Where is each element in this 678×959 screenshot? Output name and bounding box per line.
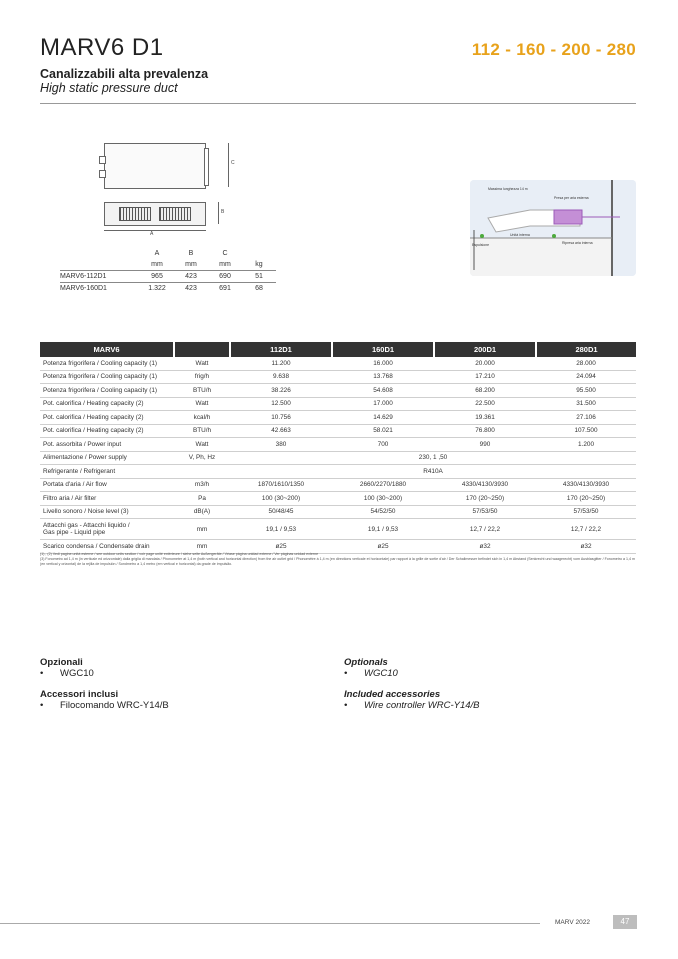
header-cell: C [222, 250, 228, 257]
table-row [40, 519, 636, 540]
footer-divider [0, 923, 540, 924]
value-cell: 423 [185, 273, 197, 280]
unit-cell: kcal/h [174, 411, 230, 425]
value-cell: 700 [332, 438, 434, 452]
bullet: • [40, 700, 44, 711]
installation-diagram [470, 180, 636, 276]
table-row [40, 465, 636, 479]
value-cell: 16.000 [332, 357, 434, 370]
table-row [40, 357, 636, 370]
row-label: Potenza frigorifera / Cooling capacity (1) [40, 370, 174, 384]
dimension-line-a [104, 230, 206, 231]
value-cell: 107.500 [536, 424, 636, 438]
value-cell: 27.106 [536, 411, 636, 425]
row-label: Refrigerante / Refrigerant [40, 465, 174, 479]
value-cell: ø25 [332, 540, 434, 554]
value-cell: ø32 [536, 540, 636, 554]
value-cell: 54/52/50 [332, 505, 434, 519]
row-label: Alimentazione / Power supply [40, 451, 174, 465]
table-row [40, 438, 636, 452]
unit-front-view-drawing [104, 202, 206, 226]
value-cell: 1870/1610/1350 [230, 478, 332, 492]
value-cell: 1.322 [148, 285, 166, 292]
header-cell [174, 342, 230, 357]
value-cell: 14.629 [332, 411, 434, 425]
dimensions-units-row [60, 259, 276, 271]
footnotes [40, 552, 636, 567]
unit-cell: Watt [174, 357, 230, 370]
value-cell: 19,1 / 9,53 [230, 519, 332, 540]
options-english [344, 657, 624, 711]
page-number: 47 [613, 915, 637, 929]
table-row [60, 283, 276, 295]
value-cell: ø25 [230, 540, 332, 554]
value-cell: 17.000 [332, 397, 434, 411]
value-cell: 38.226 [230, 384, 332, 398]
value-cell: 58.021 [332, 424, 434, 438]
bullet: • [40, 668, 44, 679]
dimension-line-c [228, 143, 229, 187]
footnote-1: (1) , (2) Vedi pagine unità esterne / see outdoor units section / voir page unité extérieure / siehe seite Außengeräte / Véase página unidad externe / Ver páginas unidad externe [40, 552, 319, 556]
value-cell: 13.768 [332, 370, 434, 384]
unit-cell: Watt [174, 438, 230, 452]
value-cell: 76.800 [434, 424, 536, 438]
value-cell: 42.663 [230, 424, 332, 438]
header-cell: 160D1 [332, 342, 434, 357]
row-label: Livello sonoro / Noise level (3) [40, 505, 174, 519]
unit-cell: Watt [174, 397, 230, 411]
header-cell: 200D1 [434, 342, 536, 357]
value-cell: 12,7 / 22,2 [434, 519, 536, 540]
page-title: MARV6 D1 [40, 34, 164, 61]
value-cell: 10.756 [230, 411, 332, 425]
specifications-header-row [40, 342, 636, 357]
table-row [40, 505, 636, 519]
footnote-3: (3) Fonometro ad 1,4 m (in verticale ed orizzontale) dalla griglia di mandata / Phonometer at 1,4 m (both vertical and horizontal direction) from the air outlet grid / Phonomètre à 1,4 m (en directions verticale et horizontale) par rapport à la grille de sortie d'air / Der Schallmesser befindet sich in 1,4 m Abstand (Senkrecht und waagerecht) vom Ausblasgitter / Fonometro a 1,4 m (en vertical y orizontal) de la rejilla de impulsión / Sondmetro a 1,4 metro (em vertical e horizontal) da grade de impulsão. [40, 557, 635, 567]
header-cell: 280D1 [536, 342, 636, 357]
subtitle-italian: Canalizzabili alta prevalenza [40, 67, 209, 81]
header-cell [242, 248, 276, 259]
unit-cell: m3/h [174, 478, 230, 492]
unit-cell: Pa [174, 492, 230, 506]
accessories-item-label: Filocomando WRC-Y14/B [60, 700, 169, 711]
install-label-indoor-unit: Unità interna [510, 233, 530, 237]
value-cell: 57/53/50 [434, 505, 536, 519]
options-item [344, 668, 624, 679]
value-cell: 4330/4130/3930 [434, 478, 536, 492]
value-cell: 57/53/50 [536, 505, 636, 519]
unit-top-view-drawing [104, 143, 206, 189]
value-cell: 68 [255, 285, 263, 292]
accessories-item [344, 700, 624, 711]
row-label: Pot. calorifica / Heating capacity (2) [40, 411, 174, 425]
value-cell: 230, 1 ,50 [230, 451, 636, 465]
value-cell: 380 [230, 438, 332, 452]
unit-cell: dB(A) [174, 505, 230, 519]
unit-cell: BTU/h [174, 384, 230, 398]
bullet: • [344, 668, 348, 679]
table-row [40, 492, 636, 506]
value-cell: 19.361 [434, 411, 536, 425]
table-row [40, 411, 636, 425]
dimension-label-c: C [231, 160, 235, 166]
row-label [40, 519, 174, 540]
value-cell: 1.200 [536, 438, 636, 452]
header-cell: B [188, 250, 194, 257]
installation-diagram-svg [470, 180, 636, 276]
value-cell: 965 [151, 273, 163, 280]
table-row [40, 478, 636, 492]
value-cell: ø32 [434, 540, 536, 554]
options-title: Optionals [344, 657, 388, 668]
options-item-label: WGC10 [364, 668, 398, 679]
value-cell: 170 (20~250) [536, 492, 636, 506]
install-label-max-length: Massima lunghezza 14 m [488, 187, 528, 191]
value-cell: 20.000 [434, 357, 536, 370]
value-cell: 170 (20~250) [434, 492, 536, 506]
value-cell: 17.210 [434, 370, 536, 384]
value-cell: 423 [185, 285, 197, 292]
subtitle-english: High static pressure duct [40, 81, 178, 95]
unit-cell: kg [255, 261, 263, 268]
row-label: Pot. calorifica / Heating capacity (2) [40, 424, 174, 438]
row-label: Potenza frigorifera / Cooling capacity (1) [40, 357, 174, 370]
install-label-fresh-air: Presa per aria esterna [554, 196, 589, 200]
unit-cell: BTU/h [174, 424, 230, 438]
value-cell: 11.200 [230, 357, 332, 370]
value-cell: 12,7 / 22,2 [536, 519, 636, 540]
table-row [40, 540, 636, 554]
row-label: Filtro aria / Air filter [40, 492, 174, 506]
table-row [40, 397, 636, 411]
accessories-title: Included accessories [344, 689, 441, 700]
value-cell: 22.500 [434, 397, 536, 411]
row-label: Portata d'aria / Air flow [40, 478, 174, 492]
unit-cell: mm [151, 261, 163, 268]
table-row [60, 271, 276, 283]
table-row [40, 424, 636, 438]
header-cell: 112D1 [230, 342, 332, 357]
value-cell: 51 [255, 273, 263, 280]
value-cell: 24.094 [536, 370, 636, 384]
specifications-table [40, 342, 636, 554]
options-item-label: WGC10 [60, 668, 94, 679]
header-divider [40, 103, 636, 104]
row-label-line: Attacchi gas - Attacchi liquido / [43, 522, 130, 529]
value-cell: 2660/2270/1880 [332, 478, 434, 492]
dimension-label-b: B [221, 209, 225, 215]
value-cell: R410A [230, 465, 636, 479]
unit-cell [174, 465, 230, 479]
bullet: • [344, 700, 348, 711]
row-label-line: Gas pipe - Liquid pipe [43, 529, 106, 536]
row-label: Pot. assorbita / Power input [40, 438, 174, 452]
value-cell: 95.500 [536, 384, 636, 398]
install-label-return-air: Ripresa aria interna [562, 241, 593, 245]
accessories-item-label: Wire controller WRC-Y14/B [364, 700, 480, 711]
unit-cell: mm [185, 261, 197, 268]
model-range: 112 - 160 - 200 - 280 [471, 40, 636, 59]
dimensions-header-row [60, 248, 276, 259]
unit-cell: mm [174, 540, 230, 554]
options-italian [40, 657, 320, 711]
value-cell: 9.638 [230, 370, 332, 384]
value-cell: 100 (30~200) [230, 492, 332, 506]
footer-label: MARV 2022 [555, 919, 590, 926]
accessories-title: Accessori inclusi [40, 689, 119, 700]
dimensions-table [60, 248, 276, 294]
value-cell: 28.000 [536, 357, 636, 370]
table-row [40, 384, 636, 398]
value-cell: 54.608 [332, 384, 434, 398]
unit-cell: frig/h [174, 370, 230, 384]
unit-cell: V, Ph, Hz [174, 451, 230, 465]
value-cell: 691 [219, 285, 231, 292]
value-cell: 690 [219, 273, 231, 280]
unit-cell: mm [219, 261, 231, 268]
row-label: Scarico condensa / Condensate drain [40, 540, 174, 554]
options-title: Opzionali [40, 657, 83, 668]
value-cell: 50/48/45 [230, 505, 332, 519]
value-cell: 68.200 [434, 384, 536, 398]
options-item [40, 668, 320, 679]
value-cell: 12.500 [230, 397, 332, 411]
install-label-exhaust: Espulsione [472, 243, 490, 247]
value-cell: 4330/4130/3930 [536, 478, 636, 492]
value-cell: 990 [434, 438, 536, 452]
value-cell: 31.500 [536, 397, 636, 411]
dimension-label-a: A [150, 231, 154, 237]
unit-cell: mm [174, 519, 230, 540]
dimension-line-b [218, 202, 219, 224]
model-cell: MARV6-112D1 [60, 273, 107, 280]
value-cell: 100 (30~200) [332, 492, 434, 506]
header-cell: A [154, 250, 160, 257]
row-label: Pot. calorifica / Heating capacity (2) [40, 397, 174, 411]
accessories-item [40, 700, 320, 711]
header-cell: MARV6 [40, 342, 174, 357]
table-row [40, 451, 636, 465]
table-row [40, 370, 636, 384]
model-cell: MARV6-160D1 [60, 285, 107, 292]
value-cell: 19,1 / 9,53 [332, 519, 434, 540]
row-label: Potenza frigorifera / Cooling capacity (1) [40, 384, 174, 398]
